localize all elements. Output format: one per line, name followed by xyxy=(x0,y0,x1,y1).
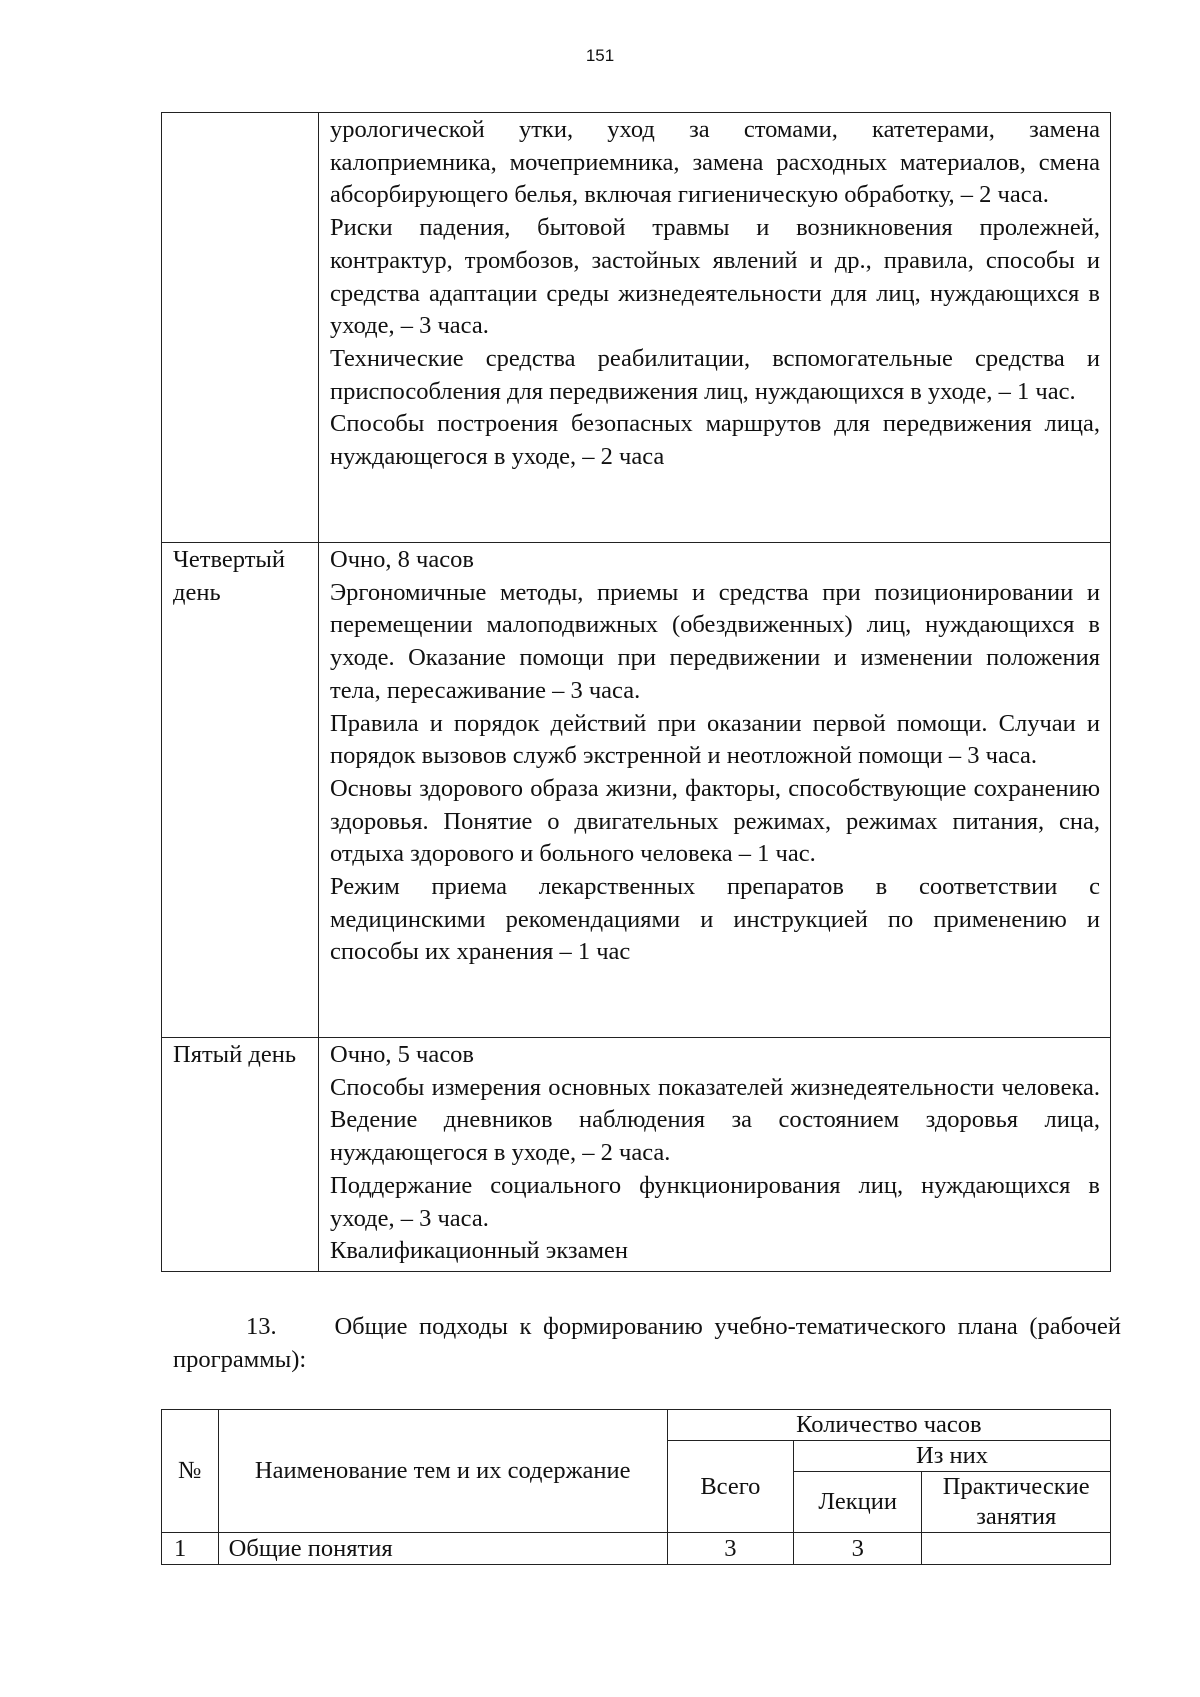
schedule-paragraph: Способы измерения основных показателей жизнедеятельности человека. Ведение дневников наблюдения за состоянием здоровья лица, нуждающегося в уходе, – 2 часа. xyxy=(330,1073,1100,1167)
row-total: 3 xyxy=(667,1533,793,1565)
page-number: 151 xyxy=(585,46,615,65)
row-number: 1 xyxy=(162,1533,219,1565)
schedule-paragraph: Технические средства реабилитации, вспомогательные средства и приспособления для передвижения лиц, нуждающихся в уходе, – 1 час. xyxy=(330,344,1100,405)
header-topic-name: Наименование тем и их содержание xyxy=(218,1410,667,1533)
header-of-which: Из них xyxy=(793,1441,1110,1472)
header-hours: Количество часов xyxy=(667,1410,1110,1441)
table-row xyxy=(162,1533,1111,1565)
header-practice: Практические занятия xyxy=(922,1472,1111,1533)
schedule-row xyxy=(162,113,1111,543)
schedule-day-cell: Четвертый день xyxy=(162,543,319,1038)
schedule-paragraph: Правила и порядок действий при оказании первой помощи. Случаи и порядок вызовов служб экстренной и неотложной помощи – 3 часа. xyxy=(330,709,1100,770)
header-number: № xyxy=(162,1410,219,1533)
row-practice xyxy=(922,1533,1111,1565)
section-number: 13. xyxy=(246,1313,277,1340)
schedule-paragraph: Способы построения безопасных маршрутов для передвижения лица, нуждающегося в уходе, – 2 часа xyxy=(330,410,1100,471)
row-lectures: 3 xyxy=(793,1533,921,1565)
schedule-content-cell xyxy=(319,543,1111,1038)
schedule-paragraph: Эргономичные методы, приемы и средства при позиционировании и перемещении малоподвижных (обездвиженных) лиц, нуждающихся в уходе. Оказание помощи при передвижении и изменении положения тела, пересаживание – 3 часа. xyxy=(330,578,1100,704)
header-total: Всего xyxy=(667,1441,793,1533)
header-lectures: Лекции xyxy=(793,1472,921,1533)
schedule-paragraph: урологической утки, уход за стомами, катетерами, замена калоприемника, мочеприемника, замена расходных материалов, смена абсорбирующего белья, включая гигиеническую обработку, – 2 часа. xyxy=(330,116,1100,209)
schedule-content-cell xyxy=(319,1038,1111,1272)
schedule-paragraph: Очно, 5 часов xyxy=(330,1041,474,1068)
plan-table xyxy=(161,1409,1111,1565)
schedule-paragraph: Риски падения, бытовой травмы и возникновения пролежней, контрактур, тромбозов, застойных явлений и др., правила, способы и средства адаптации среды жизнедеятельности для лиц, нуждающихся в уходе, – 3 часа. xyxy=(330,214,1100,340)
schedule-day-cell xyxy=(162,113,319,543)
schedule-paragraph: Очно, 8 часов xyxy=(330,546,474,573)
schedule-row xyxy=(162,543,1111,1038)
schedule-paragraph: Режим приема лекарственных препаратов в соответствии с медицинскими рекомендациями и инструкцией по применению и способы их хранения – 1 час xyxy=(330,873,1100,966)
schedule-paragraph: Поддержание социального функционирования лиц, нуждающихся в уходе, – 3 часа. xyxy=(330,1171,1100,1232)
plan-header-row xyxy=(162,1410,1111,1441)
section-text: Общие подходы к формированию учебно-тематического плана (рабочей программы): xyxy=(173,1313,1122,1373)
schedule-day-cell: Пятый день xyxy=(162,1038,319,1272)
schedule-paragraph: Основы здорового образа жизни, факторы, способствующие сохранению здоровья. Понятие о двигательных режимах, режимах питания, сна, отдыха здорового и больного человека – 1 час. xyxy=(330,774,1100,868)
row-topic-name: Общие понятия xyxy=(218,1533,667,1565)
schedule-table xyxy=(161,112,1111,1272)
section-heading xyxy=(173,1310,1121,1376)
schedule-content-cell xyxy=(319,113,1111,543)
schedule-paragraph: Квалификационный экзамен xyxy=(330,1237,628,1265)
schedule-row xyxy=(162,1038,1111,1272)
